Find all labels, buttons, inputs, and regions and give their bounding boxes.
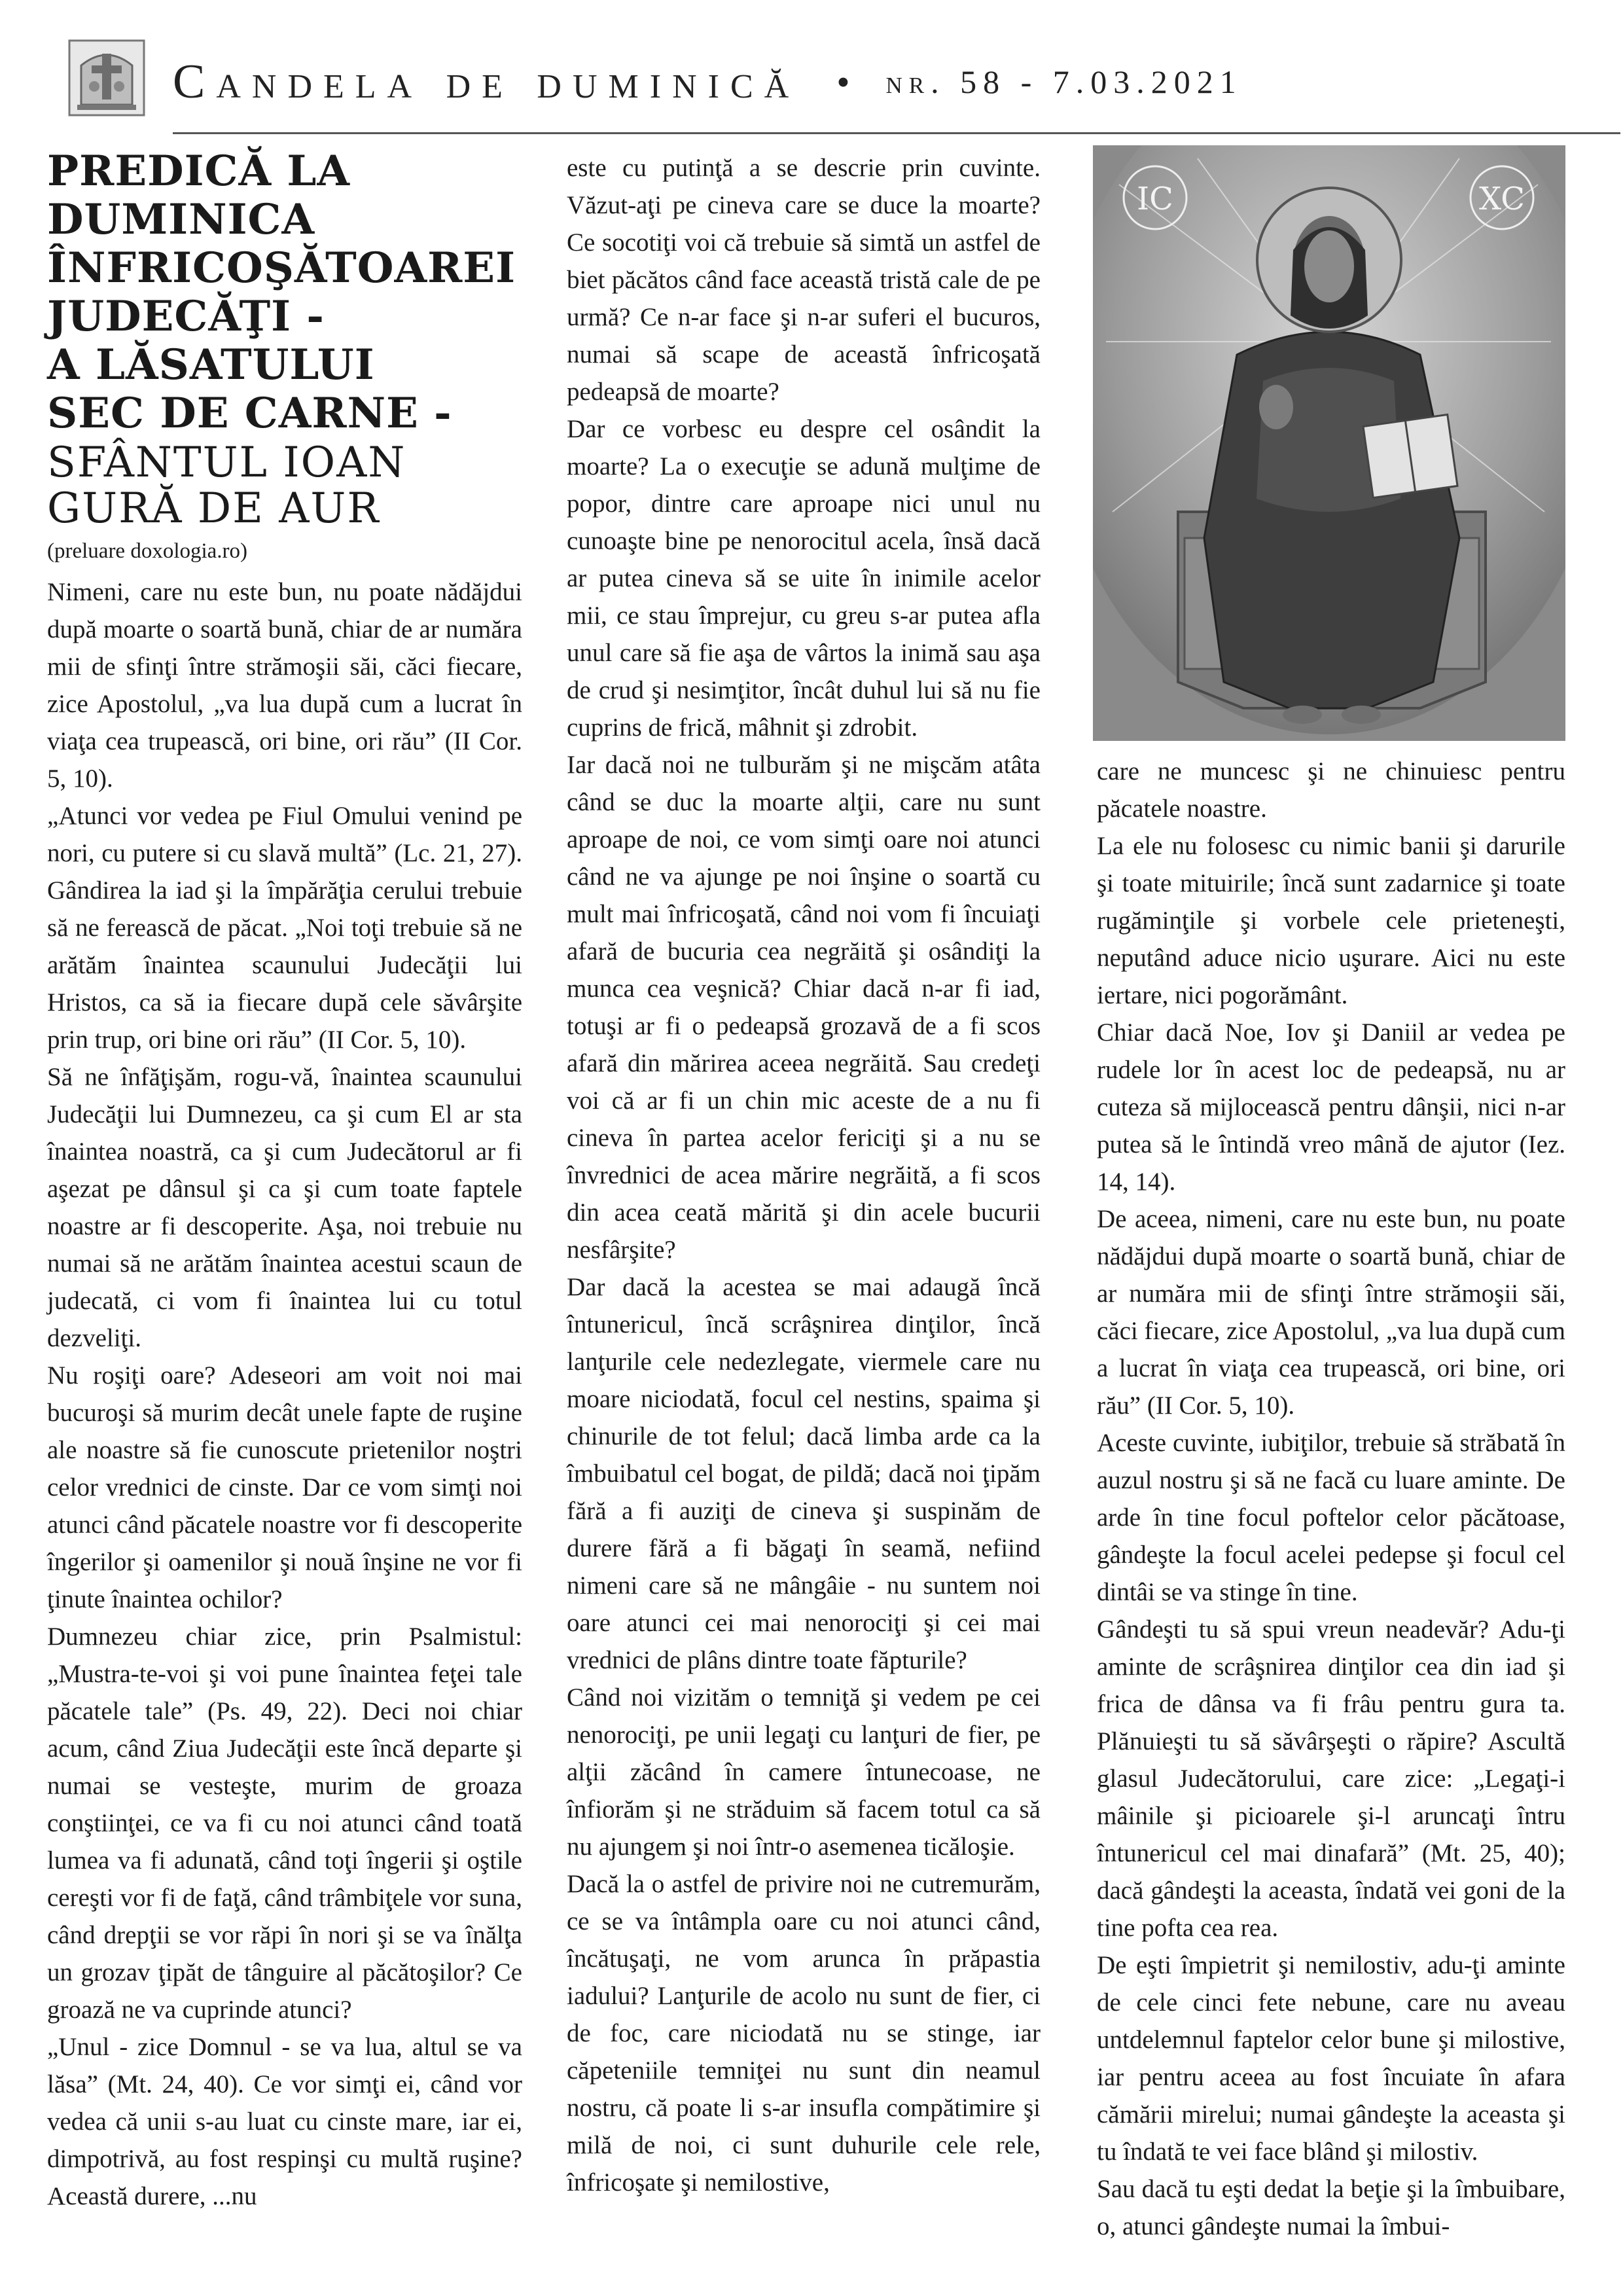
paragraph: Gândeşti tu să spui vreun neadevăr? Adu-ţi aminte de scrâşnirea dinţilor cea din iad şi frica de dânsa va fi frâu pentru gura ta. Plănuieşti tu să săvârşeşti o răpire? Ascultă glasul Judecătorului, care zice: „Legaţi-i mâinile şi picioarele şi-l aruncaţi întru întunericul cel mai dinafară” (Mt. 25, 40); dacă gândeşti la aceasta, îndată vei goni de la tine pofta cea rea. [1097, 1615, 1565, 1942]
paragraph: La ele nu folosesc cu nimic banii şi darurile şi toate mituirile; încă sunt zadarnice şi toate rugăminţile şi vorbele cele prieteneşti, neputând aduce nicio uşurare. Aici nu este iertare, nici pogorământ. [1097, 832, 1565, 1009]
paragraph: Dar dacă la acestea se mai adaugă încă întunericul, încă scrâşnirea dinţilor, încă lanţurile cele nedezlegate, viermele care nu moare niciodată, focul cel nestins, spaima şi chinurile de tot felul; dacă limba arde ca la îmbuibatul cel bogat, de pildă; dacă noi ţipăm fără a fi auziţi de cineva şi suspinăm de durere fără a fi băgaţi în seamă, nefiind nimeni care să ne mângâie - nu suntem noi oare atunci cei mai nenorociţi şi cei mai vrednici de plâns dintre toate făpturile? [567, 1273, 1041, 1674]
page-header [68, 27, 1555, 119]
icon-monogram-left: IC [1137, 181, 1173, 217]
paragraph: Dacă la o astfel de privire noi ne cutremurăm, ce se va întâmpla oare cu noi atunci când, încătuşaţi, ne vom arunca în prăpastia iadului? Lanţurile de acolo nu sunt de fier, ci de foc, care niciodată nu se stinge, iar căpeteniile temniţei nu sunt din neamul nostru, că poate li s-ar insufla compătimire şi milă de noi, ci sunt duhurile cele rele, înfricoşate şi nemilostive, [567, 1870, 1041, 2197]
masthead-bullet: • [836, 60, 860, 103]
headline-line: A LĂSATULUI [47, 340, 375, 389]
column-2 [567, 149, 1041, 2201]
column-3 [1097, 753, 1565, 2245]
paragraph: Să ne înfăţişăm, rogu-vă, înaintea scaunului Judecăţii lui Dumnezeu, ca şi cum El ar sta înaintea noastră, ca şi cum Judecătorul ar fi aşezat pe dânsul şi ca şi cum toate faptele noastre ar fi descoperite. Aşa, noi trebuie nu numai să ne arătăm înaintea acestui scaun de judecată, ci vom fi înaintea lui cu totul dezveliţi. [47, 1063, 522, 1352]
headline-line: DUMINICA [47, 195, 315, 244]
paragraph: Iar dacă noi ne tulburăm şi ne mişcăm atâta când se duc la moarte alţii, care nu sunt aproape de noi, ce vom simţi oare noi atunci când ne va ajunge pe noi înşine o soartă cu mult mai înfricoşată, când noi vom fi încuiaţi afară de bucuria cea negrăită şi osândiţi la munca cea veşnică? Chiar dacă n-ar fi iad, totuşi ar fi o pedeapsă grozavă de a fi scos afară din mărirea aceea negrăită. Sau credeţi voi că ar fi un chin mic aceste de a nu fi cineva în partea acelor fericiţi şi a nu se învrednici de acea mărire negrăită, a fi scos din acea ceată mărită şi din acele bucurii nesfârşite? [567, 751, 1041, 1264]
masthead [173, 46, 1243, 118]
paragraph: Aceste cuvinte, iubiţilor, trebuie să străbată în auzul nostru şi să ne facă cu luare aminte. De arde în tine focul poftelor celor păcătoase, gândeşte la focul acelei pedepse şi focul cel dintâi se va stinge în tine. [1097, 1429, 1565, 1606]
column-1 [47, 149, 522, 2215]
paragraph: Chiar dacă Noe, Iov şi Daniil ar vedea pe rudele lor în acest loc de pedeapsă, nu ar cuteza să mijlocească pentru dânşii, nici n-ar putea să le întindă vreo mână de ajutor (Iez. 14, 14). [1097, 1018, 1565, 1196]
paragraph: „Atunci vor vedea pe Fiul Omului venind pe nori, cu putere si cu slavă multă” (Lc. 21, 27). Gândirea la iad şi la împărăţia cerului trebuie să ne ferească de păcat. „Noi toţi trebuie să ne arătăm înaintea scaunului Judecăţii lui Hristos, ca să ia fiecare după cele săvârşite prin trup, ori bine ori rău” (II Cor. 5, 10). [47, 802, 522, 1054]
publication-title: Candela de duminică [173, 54, 800, 109]
headline-line: PREDICĂ LA [47, 147, 351, 196]
author-line: SFÂNTUL IOAN [47, 439, 406, 487]
publication-logo-icon [68, 39, 145, 117]
headline-line: JUDECĂŢI - [47, 292, 325, 341]
issue-number-date: nr. 58 - 7.03.2021 [885, 63, 1243, 100]
paragraph: Nu roşiţi oare? Adeseori am voit noi mai bucuroşi să murim decât unele fapte de ruşine ale noastre să fie cunoscute prietenilor noştri celor vrednici de cinste. Dar ce vom simţi noi atunci când păcatele noastre vor fi descoperite îngerilor şi oamenilor şi nouă înşine ne vor fi ţinute înaintea ochilor? [47, 1361, 522, 1613]
headline-line: SEC DE CARNE - [47, 389, 452, 438]
paragraph: De aceea, nimeni, care nu este bun, nu poate nădăjdui după moarte o soartă bună, chiar de ar număra mii de sfinţi între strămoşii săi, căci fiecare, zice Apostolul, „va lua după cum a lucrat în viaţa cea trupească, ori bine, ori rău” (II Cor. 5, 10). [1097, 1205, 1565, 1420]
paragraph: care ne muncesc şi ne chinuiesc pentru păcatele noastre. [1097, 757, 1565, 823]
header-rule [173, 132, 1620, 134]
author-line: GURĂ DE AUR [47, 484, 380, 533]
paragraph: Dumnezeu chiar zice, prin Psalmistul: „Mustra-te-voi şi voi pune înaintea feţei tale păcatele tale” (Ps. 49, 22). Deci noi chiar acum, când Ziua Judecăţii este încă departe şi numai se vesteşte, murim de groaza conştiinţei, ce va fi cu noi atunci când toată lumea va fi adunată, când toţi îngerii şi oştile cereşti vor fi de faţă, când trâmbiţele vor suna, când drepţii se vor răpi în nori şi se va înălţa un grozav ţipăt de tânguire al păcătoşilor? Ce groază ne va cuprinde atunci? [47, 1623, 522, 2024]
paragraph: „Unul - zice Domnul - se va lua, altul se va lăsa” (Mt. 24, 40). Ce vor simţi ei, când vor vedea că unii s-au luat cu cinste mare, iar ei, dimpotrivă, au fost respinşi cu multă ruşine? Această durere, ...nu [47, 2033, 522, 2210]
paragraph: Nimeni, care nu este bun, nu poate nădăjdui după moarte o soartă bună, chiar de ar număra mii de sfinţi între strămoşii săi, căci fiecare, zice Apostolul, „va lua după cum a lucrat în viaţa cea trupească, ori bine, ori rău” (II Cor. 5, 10). [47, 578, 522, 793]
headline-line: ÎNFRICOŞĂTOAREI [47, 243, 516, 293]
paragraph: Dar ce vorbesc eu despre cel osândit la moarte? La o execuţie se adună mulţime de popor, dintre care aproape nici unul nu cunoaşte bine pe nenorocitul acela, însă dacă ar putea cineva să se uite în inimile acelor mii, ce stau împrejur, cu greu s-ar putea afla unul care să fie aşa de vârtos la inimă sau aşa de crud şi nesimţitor, încât duhul lui să nu fie cuprins de frică, mâhnit şi zdrobit. [567, 415, 1041, 742]
article-author [47, 440, 522, 531]
paragraph: este cu putinţă a se descrie prin cuvinte. Văzut-aţi pe cineva care se duce la moarte? Ce socotiţi voi că trebuie să simtă un astfel de biet păcătos când face această tristă cale de pe urmă? Ce n-ar face şi n-ar suferi el bucuros, numai să scape de această înfricoşată pedeapsă de moarte? [567, 154, 1041, 406]
paragraph: De eşti împietrit şi nemilostiv, adu-ţi aminte de cele cinci fete nebune, care nu aveau untdelemnul faptelor celor bune şi milostive, iar pentru aceea au fost încuiate în afara cămării mirelui; numai gândeşte la aceasta şi tu îndată te vei face blând şi milostiv. [1097, 1951, 1565, 2166]
icon-monogram-right: XC [1478, 181, 1525, 217]
article-source: (preluare doxologia.ro) [47, 539, 248, 563]
paragraph: Sau dacă tu eşti dedat la beţie şi la îmbuibare, o, atunci gândeşte numai la îmbui- [1097, 2175, 1565, 2240]
article-headline [47, 149, 522, 436]
christ-pantocrator-icon-image [1093, 145, 1565, 741]
paragraph: Când noi vizităm o temniţă şi vedem pe cei nenorociţi, pe unii legaţi cu lanţuri de fier, pe alţii zăcând în camere întunecoase, ne înfiorăm şi ne străduim să facem totul ca să nu ajungem şi noi într-o asemenea ticăloşie. [567, 1683, 1041, 1861]
